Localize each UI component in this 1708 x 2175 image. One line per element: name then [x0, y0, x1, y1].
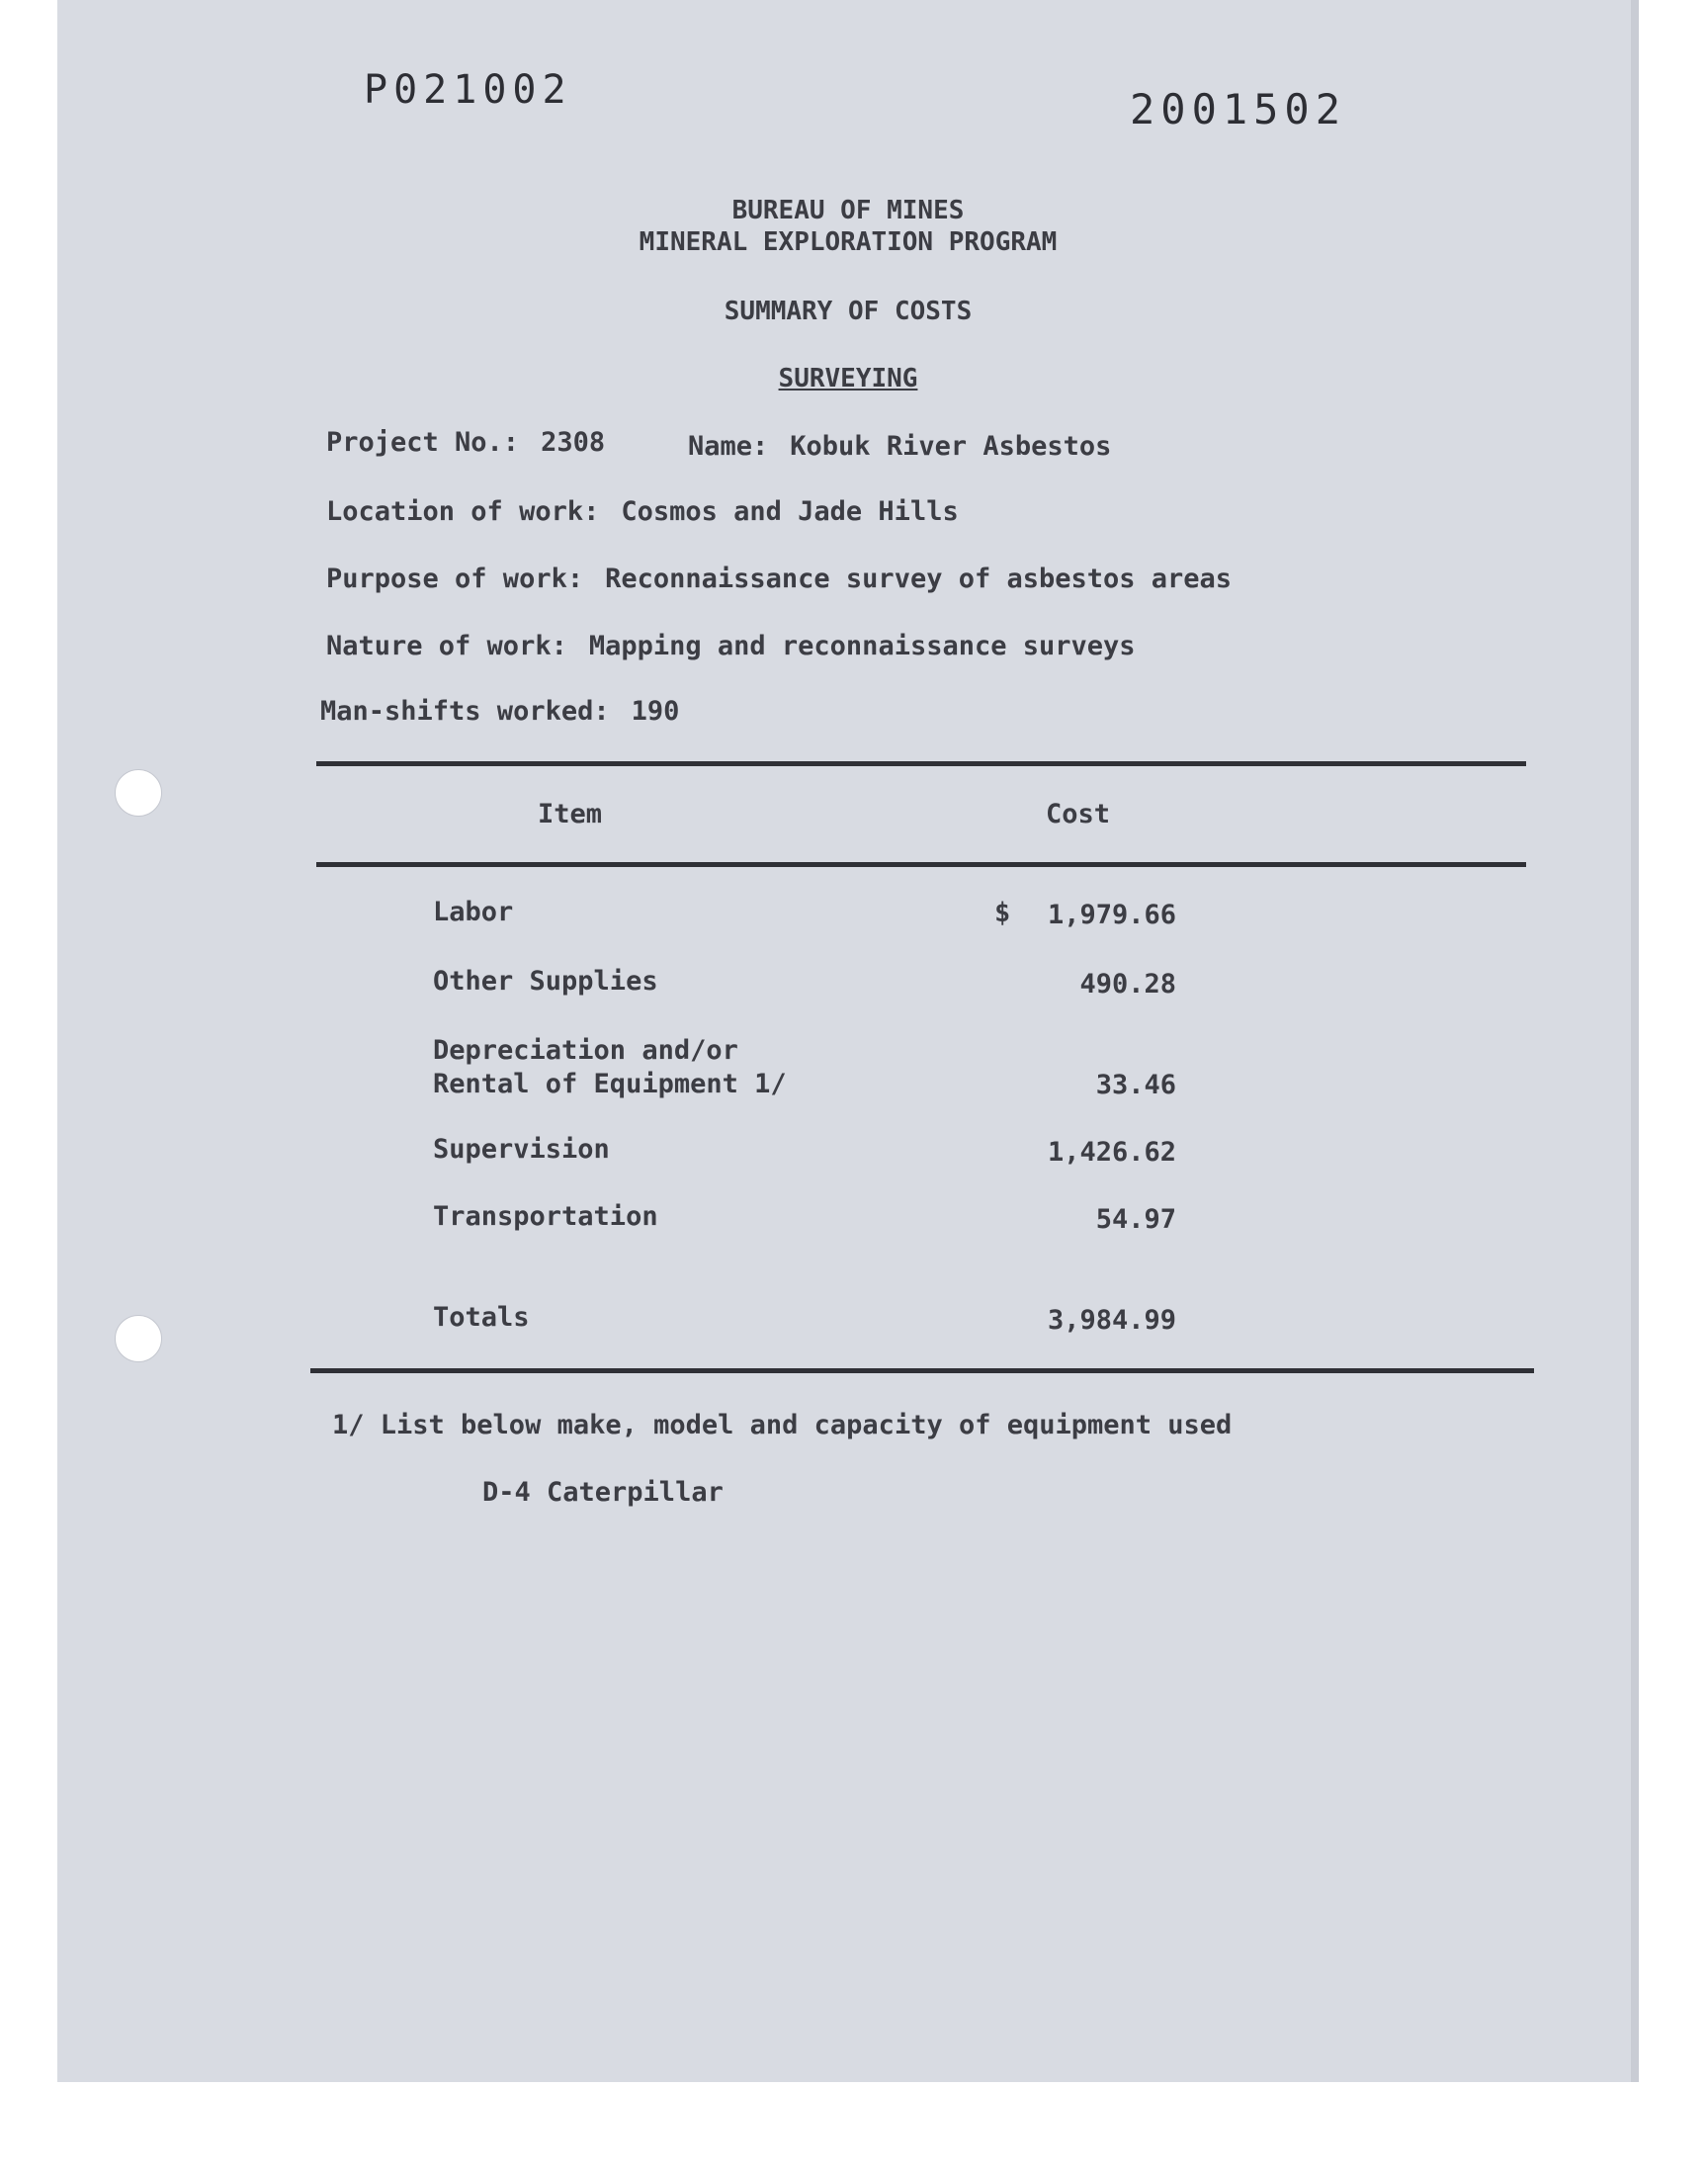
currency-symbol: $ — [994, 898, 1011, 928]
document-number-right: 2001502 — [1130, 85, 1347, 133]
footnote-text: 1/ List below make, model and capacity of equipment used — [332, 1410, 1233, 1440]
project-name-row — [688, 431, 1111, 462]
table-row-item: Supervision — [433, 1134, 610, 1165]
column-header-cost: Cost — [1046, 799, 1111, 829]
table-bottom-rule — [310, 1368, 1534, 1373]
purpose-label: Purpose of work: — [326, 564, 584, 594]
document-page — [57, 0, 1639, 2082]
location-label: Location of work: — [326, 496, 600, 527]
table-row-cost: 33.46 — [1095, 1070, 1176, 1100]
page-subtitle: SURVEYING — [778, 364, 918, 393]
nature-label: Nature of work: — [326, 631, 567, 661]
table-row-item: Other Supplies — [433, 966, 658, 997]
nature-value: Mapping and reconnaissance surveys — [588, 631, 1136, 661]
project-number-value: 2308 — [541, 427, 606, 458]
project-number-label: Project No.: — [326, 427, 520, 458]
man-shifts-label: Man-shifts worked: — [320, 696, 610, 727]
table-row-item: Transportation — [433, 1201, 658, 1232]
table-row-cost: 490.28 — [1079, 969, 1176, 1000]
table-row-item: Depreciation and/or Rental of Equipment 1/ — [433, 1035, 787, 1099]
man-shifts-row — [320, 696, 679, 727]
column-header-item: Item — [538, 799, 603, 829]
purpose-row — [326, 564, 1232, 594]
table-row-cost: 1,426.62 — [1047, 1137, 1176, 1168]
project-name-value: Kobuk River Asbestos — [790, 431, 1112, 462]
totals-label: Totals — [433, 1302, 530, 1333]
header-program: MINERAL EXPLORATION PROGRAM — [639, 227, 1058, 257]
table-row-item: Labor — [433, 897, 514, 927]
nature-row — [326, 631, 1136, 661]
man-shifts-value: 190 — [631, 696, 680, 727]
table-header-rule — [316, 862, 1526, 867]
header-agency: BUREAU OF MINES — [731, 196, 965, 225]
page-title: SUMMARY OF COSTS — [724, 297, 973, 326]
totals-value: 3,984.99 — [1047, 1305, 1176, 1336]
equipment-value: D-4 Caterpillar — [482, 1477, 724, 1508]
table-row-cost: 54.97 — [1095, 1204, 1176, 1235]
location-value: Cosmos and Jade Hills — [621, 496, 959, 527]
binder-hole-top — [115, 769, 162, 817]
location-row — [326, 496, 959, 527]
table-row-cost: 1,979.66 — [1047, 900, 1176, 930]
binder-hole-bottom — [115, 1315, 162, 1362]
project-number-row — [326, 427, 605, 458]
table-top-rule — [316, 761, 1526, 766]
document-number-left: P021002 — [364, 67, 572, 113]
project-name-label: Name: — [688, 431, 769, 462]
purpose-value: Reconnaissance survey of asbestos areas — [605, 564, 1233, 594]
